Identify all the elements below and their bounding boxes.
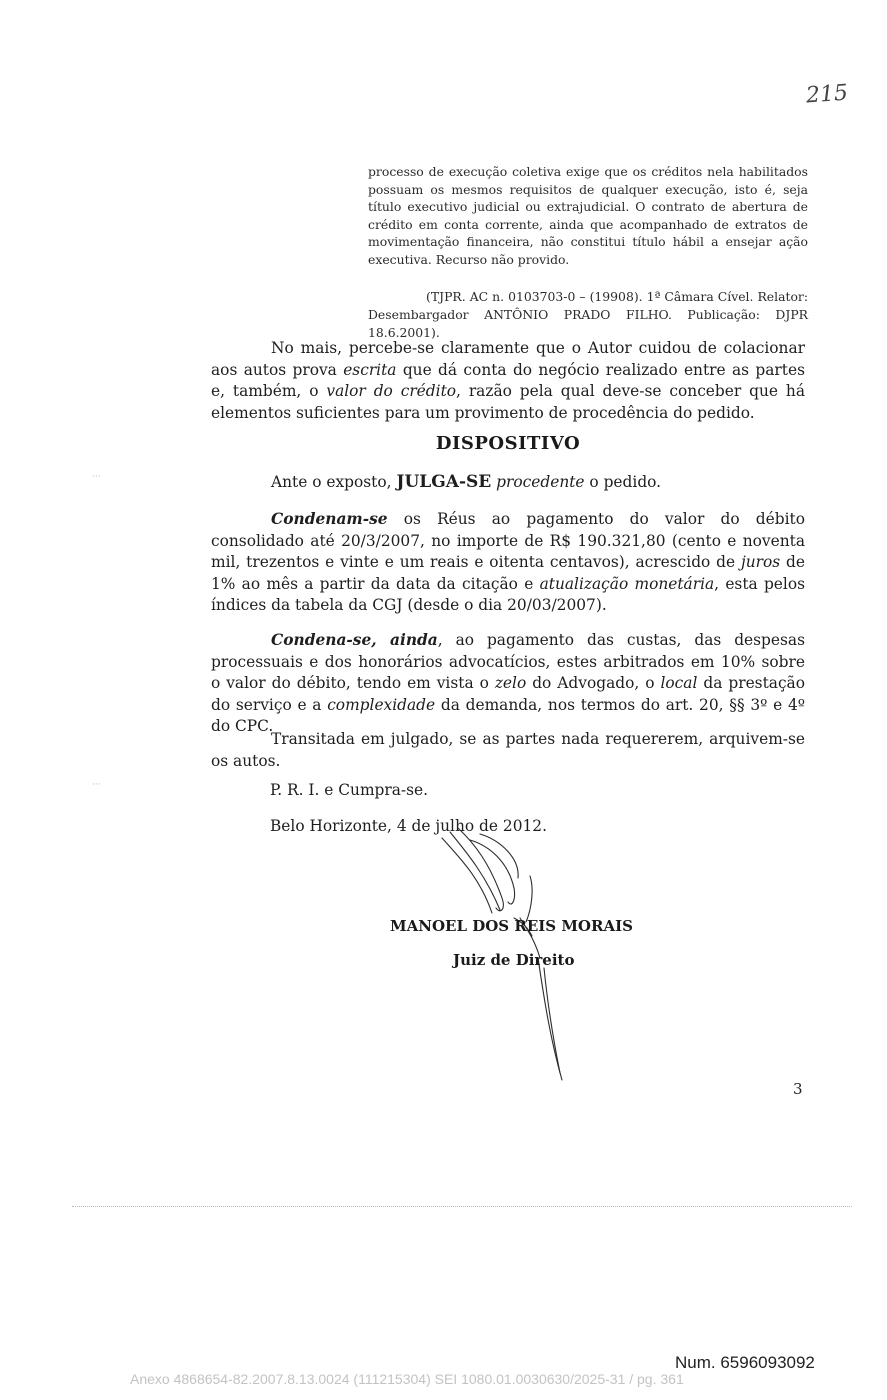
footer-reference: Anexo 4868654-82.2007.8.13.0024 (111215304) SEI 1080.01.0030630/2025-31 / pg. 361 xyxy=(130,1371,684,1387)
text-run: , razão pela qual deve-se conceber que há elementos suficientes para um provimento de procedência do pedido. xyxy=(211,382,805,422)
paragraph-condemnation xyxy=(211,509,805,617)
emphasis: local xyxy=(660,674,698,692)
emphasis-bold: JULGA-SE xyxy=(396,472,492,492)
emphasis: procedente xyxy=(496,473,585,491)
jurisprudence-citation: (TJPR. AC n. 0103703-0 – (19908). 1ª Câmara Cível. Relator: Desembargador ANTÔNIO PRADO FILHO. Publicação: DJPR 18.6.2001). xyxy=(368,289,808,340)
text-run: , esta pelos índices da tabela da CGJ (desde o dia 20/03/2007). xyxy=(211,574,805,614)
sheet-number: 3 xyxy=(793,1080,803,1098)
emphasis: zelo xyxy=(494,674,527,692)
place-and-date: Belo Horizonte, 4 de julho de 2012. xyxy=(270,817,547,835)
paragraph-costs xyxy=(211,630,805,738)
text-run: o pedido. xyxy=(584,473,662,491)
emphasis: juros xyxy=(740,553,781,571)
scan-mark: ··· xyxy=(92,472,101,482)
paragraph-evidence xyxy=(211,338,805,424)
document-number: Num. 6596093092 xyxy=(675,1353,815,1372)
text-run: de 1% ao mês a partir da data da citação e xyxy=(211,553,805,593)
judge-name: MANOEL DOS REIS MORAIS xyxy=(390,917,633,935)
scan-mark: ··· xyxy=(92,780,101,790)
emphasis-bold-italic: Condena-se, ainda xyxy=(271,631,438,649)
text-run: No mais, percebe-se claramente que o Autor cuidou de colacionar aos autos prova xyxy=(211,339,805,379)
text-run: que dá conta do negócio realizado entre as partes e, também, o xyxy=(211,360,805,400)
paragraph-ruling xyxy=(271,472,661,492)
judge-title: Juiz de Direito xyxy=(453,951,575,969)
heading-text: DISPOSITIVO xyxy=(435,433,581,454)
publish-order: P. R. I. e Cumpra-se. xyxy=(270,781,429,799)
text-run: do Advogado, o xyxy=(526,674,661,692)
text-run: da demanda, nos termos do art. 20, §§ 3º e 4º do CPC. xyxy=(211,695,805,735)
emphasis: complexidade xyxy=(327,695,436,714)
text-run: os Réus ao pagamento do valor do débito consolidado até 20/3/2007, no importe de R$ 190.321,80 (cento e noventa mil, trezentos e vinte e um reais e oitenta centavos), acrescido de xyxy=(211,510,805,571)
emphasis: atualização monetária xyxy=(539,574,715,593)
paragraph-archive: Transitada em julgado, se as partes nada requererem, arquivem-se os autos. xyxy=(211,730,805,770)
emphasis: escrita xyxy=(343,360,397,379)
text-run: da prestação do serviço e a xyxy=(211,674,806,714)
emphasis: valor do crédito xyxy=(326,382,457,400)
section-heading xyxy=(0,433,887,454)
page-divider xyxy=(72,1206,852,1207)
quoted-jurisprudence: processo de execução coletiva exige que os créditos nela habilitados possuam os mesmos requisitos de qualquer execução, isto é, seja título executivo judicial ou extrajudicial. O contrato de abertura de crédito em conta corrente, ainda que acompanhado de extratos de movimentação financeira, não constitui título hábil a ensejar ação executiva. Recurso não provido. xyxy=(368,164,808,267)
text-run: Ante o exposto, xyxy=(271,473,397,491)
handwritten-page-number: 215 xyxy=(805,80,849,109)
emphasis-bold-italic: Condenam-se xyxy=(271,510,388,528)
text-run: , ao pagamento das custas, das despesas processuais e dos honorários advocatícios, estes arbitrados em 10% sobre o valor do débito, tendo em vista o xyxy=(211,631,805,692)
